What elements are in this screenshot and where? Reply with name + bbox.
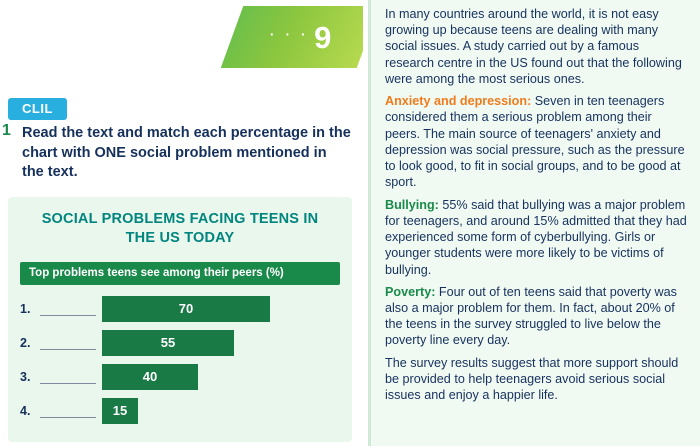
chart-bar-value: 70 bbox=[178, 301, 194, 317]
chart-bar-value: 40 bbox=[142, 369, 158, 385]
answer-blank-line[interactable] bbox=[40, 302, 96, 316]
chart-title: SOCIAL PROBLEMS FACING TEENS IN THE US TODAY bbox=[41, 211, 319, 246]
text-paragraph bbox=[385, 355, 690, 404]
chart-subtitle: Top problems teens see among their peers (%) bbox=[20, 262, 340, 285]
paragraph-body: 55% said that bullying was a major problem for teenagers, and around 15% admitted that they had experienced some form of cyberbullying. Girls or younger students were more likely to be victims of bullying. bbox=[385, 197, 687, 277]
paragraph-term: Bullying: bbox=[385, 197, 439, 212]
exercise-number: 1 bbox=[2, 122, 11, 139]
page-number: 9 bbox=[314, 19, 332, 55]
text-paragraph bbox=[385, 284, 690, 349]
chart-bar-track bbox=[102, 330, 340, 356]
right-column bbox=[368, 0, 700, 446]
chart-row bbox=[20, 293, 340, 325]
chart-bar bbox=[102, 364, 198, 390]
instruction-emphasis: ONE bbox=[94, 144, 126, 161]
chart-bar-track bbox=[102, 398, 340, 424]
chart-row bbox=[20, 327, 340, 359]
chart-bar bbox=[102, 296, 270, 322]
chart-bars bbox=[8, 293, 352, 427]
chart-bar bbox=[102, 330, 234, 356]
paragraph-body: Seven in ten teenagers considered them a serious problem among their peers. The main source of teenagers' anxiety and depression was social pressure, such as the pressure to look good, to fit in social groups, and to be good at sport. bbox=[385, 94, 685, 190]
chart-bar-track bbox=[102, 364, 340, 390]
chart-row-index: 4. bbox=[20, 403, 31, 418]
chart-bar bbox=[102, 398, 138, 424]
paragraph-body: In many countries around the world, it is not easy growing up because teens are dealing with many social issues. A study carried out by a famous research centre in the US found out that the following were among the most serious ones. bbox=[385, 7, 682, 86]
paragraph-term: Poverty: bbox=[385, 284, 436, 299]
reading-text bbox=[371, 0, 700, 409]
page-number-banner bbox=[221, 6, 380, 68]
banner-dots: · · · bbox=[268, 23, 309, 45]
text-paragraph bbox=[385, 197, 690, 278]
chart-bar-value: 55 bbox=[160, 335, 176, 351]
chart-row bbox=[20, 395, 340, 427]
answer-blank-line[interactable] bbox=[40, 336, 96, 350]
instruction-text-part2: social problem mentioned in the text. bbox=[22, 144, 327, 181]
chart-row bbox=[20, 361, 340, 393]
chart-bar-track bbox=[102, 296, 340, 322]
text-paragraph bbox=[385, 93, 690, 190]
chart-bar-value: 15 bbox=[112, 403, 128, 419]
paragraph-term: Anxiety and depression: bbox=[385, 94, 532, 109]
clil-badge: CLIL bbox=[8, 98, 67, 120]
paragraph-body: Four out of ten teens said that poverty was also a major problem for them. In fact, about 20% of the teens in the survey struggled to live below the poverty line every day. bbox=[385, 284, 677, 348]
chart-row-index: 3. bbox=[20, 369, 31, 384]
paragraph-body: The survey results suggest that more support should be provided to help teenagers avoid serious social issues and enjoy a happier life. bbox=[385, 355, 679, 403]
instruction-text-part1: Read the text and match each percentage in the chart with bbox=[22, 125, 351, 161]
chart-row-index: 1. bbox=[20, 301, 31, 316]
text-paragraph bbox=[385, 6, 690, 87]
chart-panel bbox=[8, 197, 352, 442]
exercise-instruction bbox=[22, 124, 352, 183]
answer-blank-line[interactable] bbox=[40, 404, 96, 418]
chart-row-index: 2. bbox=[20, 335, 31, 350]
answer-blank-line[interactable] bbox=[40, 370, 96, 384]
